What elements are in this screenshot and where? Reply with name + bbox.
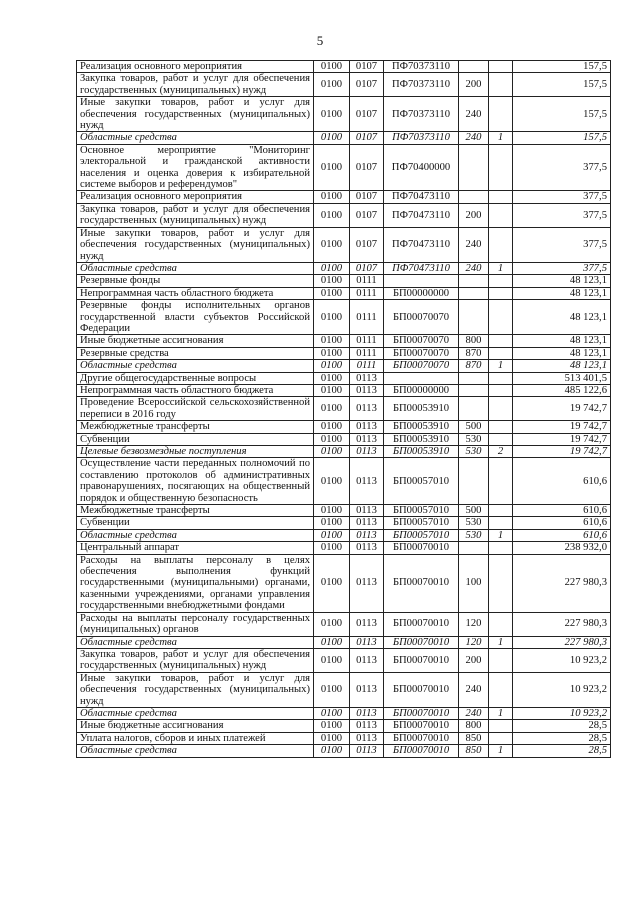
table-row (77, 554, 611, 612)
table-row (77, 275, 611, 287)
row-source-code (489, 458, 513, 505)
row-expense-type: 850 (459, 732, 489, 744)
table-row (77, 458, 611, 505)
row-name: Осуществление части переданных полномочий по составлению протоколов об административных правонарушениях, посягающих на общественный порядок и общественную безопасность (77, 458, 314, 505)
row-name: Расходы на выплаты персоналу в целях обеспечения выполнения функций государственными (муниципальными) органами, казенными учреждениями, органами управления государственными внебюджетными фондами (77, 554, 314, 612)
row-target-article: ПФ70373110 (384, 132, 459, 144)
row-section-code: 0113 (350, 446, 384, 458)
row-chapter-code: 0100 (314, 384, 350, 396)
row-source-code: 1 (489, 745, 513, 757)
row-chapter-code: 0100 (314, 542, 350, 554)
row-chapter-code: 0100 (314, 446, 350, 458)
row-name: Иные закупки товаров, работ и услуг для обеспечения государственных (муниципальных) нужд (77, 97, 314, 132)
table-row (77, 97, 611, 132)
row-expense-type (459, 287, 489, 299)
row-section-code: 0111 (350, 287, 384, 299)
row-source-code (489, 720, 513, 732)
row-target-article: БП00057010 (384, 517, 459, 529)
table-row (77, 132, 611, 144)
table-row (77, 732, 611, 744)
row-target-article: БП00053910 (384, 446, 459, 458)
row-expense-type (459, 542, 489, 554)
row-name: Областные средства (77, 636, 314, 648)
row-name: Областные средства (77, 529, 314, 541)
row-source-code (489, 300, 513, 335)
row-section-code: 0113 (350, 517, 384, 529)
row-name: Проведение Всероссийской сельскохозяйственной переписи в 2016 году (77, 397, 314, 421)
row-expense-type: 120 (459, 636, 489, 648)
row-name: Непрограммная часть областного бюджета (77, 287, 314, 299)
row-name: Областные средства (77, 132, 314, 144)
row-expense-type: 800 (459, 335, 489, 347)
row-chapter-code: 0100 (314, 433, 350, 445)
row-source-code (489, 612, 513, 636)
row-chapter-code: 0100 (314, 360, 350, 372)
row-target-article: БП00057010 (384, 529, 459, 541)
row-section-code: 0113 (350, 707, 384, 719)
row-amount: 10 923,2 (513, 672, 611, 707)
row-chapter-code: 0100 (314, 529, 350, 541)
row-target-article: БП00070010 (384, 648, 459, 672)
row-amount: 157,5 (513, 73, 611, 97)
row-source-code: 1 (489, 529, 513, 541)
row-expense-type: 240 (459, 262, 489, 274)
row-chapter-code: 0100 (314, 458, 350, 505)
row-amount: 227 980,3 (513, 612, 611, 636)
row-section-code: 0107 (350, 73, 384, 97)
row-source-code (489, 433, 513, 445)
table-row (77, 227, 611, 262)
row-source-code: 1 (489, 360, 513, 372)
row-expense-type: 100 (459, 554, 489, 612)
row-expense-type: 200 (459, 203, 489, 227)
row-source-code (489, 335, 513, 347)
row-section-code: 0111 (350, 347, 384, 359)
table-row (77, 262, 611, 274)
row-target-article: ПФ70473110 (384, 227, 459, 262)
row-name: Областные средства (77, 707, 314, 719)
row-target-article: ПФ70373110 (384, 73, 459, 97)
row-amount: 157,5 (513, 132, 611, 144)
row-amount: 227 980,3 (513, 554, 611, 612)
row-target-article: БП00000000 (384, 384, 459, 396)
table-row (77, 707, 611, 719)
row-target-article: ПФ70400000 (384, 144, 459, 191)
row-amount: 28,5 (513, 745, 611, 757)
row-source-code (489, 672, 513, 707)
row-chapter-code: 0100 (314, 636, 350, 648)
row-target-article: БП00070010 (384, 554, 459, 612)
row-expense-type (459, 191, 489, 203)
row-source-code (489, 517, 513, 529)
row-chapter-code: 0100 (314, 203, 350, 227)
row-amount: 48 123,1 (513, 347, 611, 359)
table-row (77, 300, 611, 335)
row-chapter-code: 0100 (314, 554, 350, 612)
row-amount: 19 742,7 (513, 397, 611, 421)
row-expense-type: 120 (459, 612, 489, 636)
row-name: Центральный аппарат (77, 542, 314, 554)
row-section-code: 0107 (350, 203, 384, 227)
row-chapter-code: 0100 (314, 347, 350, 359)
row-expense-type (459, 397, 489, 421)
row-section-code: 0111 (350, 300, 384, 335)
row-source-code (489, 203, 513, 227)
row-name: Уплата налогов, сборов и иных платежей (77, 732, 314, 744)
row-expense-type: 530 (459, 446, 489, 458)
row-chapter-code: 0100 (314, 227, 350, 262)
table-row (77, 203, 611, 227)
row-name: Субвенции (77, 433, 314, 445)
row-chapter-code: 0100 (314, 132, 350, 144)
row-chapter-code: 0100 (314, 505, 350, 517)
row-name: Резервные фонды исполнительных органов государственной власти субъектов Российской Федерации (77, 300, 314, 335)
row-expense-type (459, 144, 489, 191)
row-target-article: БП00000000 (384, 287, 459, 299)
row-section-code: 0113 (350, 542, 384, 554)
row-chapter-code: 0100 (314, 648, 350, 672)
row-chapter-code: 0100 (314, 397, 350, 421)
row-chapter-code: 0100 (314, 287, 350, 299)
row-source-code: 1 (489, 132, 513, 144)
row-expense-type: 850 (459, 745, 489, 757)
row-amount: 238 932,0 (513, 542, 611, 554)
row-source-code (489, 648, 513, 672)
table-row (77, 433, 611, 445)
row-expense-type: 870 (459, 360, 489, 372)
row-source-code (489, 347, 513, 359)
row-expense-type: 530 (459, 433, 489, 445)
row-source-code: 2 (489, 446, 513, 458)
row-section-code: 0107 (350, 262, 384, 274)
row-chapter-code: 0100 (314, 73, 350, 97)
row-target-article (384, 275, 459, 287)
row-amount: 28,5 (513, 732, 611, 744)
row-chapter-code: 0100 (314, 745, 350, 757)
row-amount: 19 742,7 (513, 421, 611, 433)
row-section-code: 0107 (350, 144, 384, 191)
row-section-code: 0113 (350, 612, 384, 636)
row-target-article: БП00053910 (384, 421, 459, 433)
row-chapter-code: 0100 (314, 612, 350, 636)
row-chapter-code: 0100 (314, 372, 350, 384)
table-row (77, 347, 611, 359)
table-row (77, 397, 611, 421)
row-source-code (489, 421, 513, 433)
row-section-code: 0113 (350, 745, 384, 757)
row-name: Другие общегосударственные вопросы (77, 372, 314, 384)
row-section-code: 0113 (350, 554, 384, 612)
row-source-code (489, 73, 513, 97)
row-source-code (489, 144, 513, 191)
row-name: Межбюджетные трансферты (77, 505, 314, 517)
row-name: Закупка товаров, работ и услуг для обеспечения государственных (муниципальных) нужд (77, 648, 314, 672)
row-target-article: БП00070010 (384, 636, 459, 648)
table-row (77, 505, 611, 517)
row-target-article: БП00070010 (384, 707, 459, 719)
table-row (77, 446, 611, 458)
row-amount: 28,5 (513, 720, 611, 732)
row-section-code: 0113 (350, 421, 384, 433)
row-target-article: БП00053910 (384, 433, 459, 445)
row-chapter-code: 0100 (314, 262, 350, 274)
budget-table (76, 60, 611, 758)
row-section-code: 0107 (350, 227, 384, 262)
row-section-code: 0113 (350, 672, 384, 707)
row-amount: 48 123,1 (513, 275, 611, 287)
row-source-code (489, 372, 513, 384)
row-amount: 19 742,7 (513, 446, 611, 458)
row-source-code (489, 384, 513, 396)
row-chapter-code: 0100 (314, 672, 350, 707)
table-row (77, 61, 611, 73)
row-expense-type: 240 (459, 132, 489, 144)
row-chapter-code: 0100 (314, 144, 350, 191)
page-number: 5 (316, 33, 324, 48)
row-amount: 377,5 (513, 203, 611, 227)
row-target-article: БП00070070 (384, 335, 459, 347)
row-section-code: 0113 (350, 720, 384, 732)
table-row (77, 672, 611, 707)
row-target-article: БП00070010 (384, 720, 459, 732)
row-section-code: 0113 (350, 372, 384, 384)
row-expense-type: 200 (459, 73, 489, 97)
row-amount: 19 742,7 (513, 433, 611, 445)
row-name: Иные бюджетные ассигнования (77, 335, 314, 347)
row-source-code (489, 191, 513, 203)
row-expense-type: 530 (459, 529, 489, 541)
row-name: Расходы на выплаты персоналу государственных (муниципальных) органов (77, 612, 314, 636)
table-row (77, 421, 611, 433)
table-row (77, 517, 611, 529)
row-source-code (489, 505, 513, 517)
row-chapter-code: 0100 (314, 275, 350, 287)
row-target-article (384, 372, 459, 384)
row-source-code (489, 275, 513, 287)
row-name: Целевые безвозмездные поступления (77, 446, 314, 458)
row-target-article: БП00070010 (384, 745, 459, 757)
row-expense-type (459, 300, 489, 335)
row-expense-type: 500 (459, 505, 489, 517)
row-source-code (489, 732, 513, 744)
row-amount: 48 123,1 (513, 360, 611, 372)
row-amount: 513 401,5 (513, 372, 611, 384)
row-source-code (489, 397, 513, 421)
row-chapter-code: 0100 (314, 517, 350, 529)
row-expense-type: 200 (459, 648, 489, 672)
row-source-code: 1 (489, 707, 513, 719)
row-source-code (489, 61, 513, 73)
row-source-code (489, 287, 513, 299)
row-expense-type: 240 (459, 97, 489, 132)
row-target-article: БП00057010 (384, 458, 459, 505)
row-amount: 10 923,2 (513, 707, 611, 719)
row-amount: 610,6 (513, 505, 611, 517)
row-target-article: БП00070010 (384, 732, 459, 744)
row-expense-type (459, 61, 489, 73)
row-target-article: ПФ70373110 (384, 97, 459, 132)
row-name: Иные закупки товаров, работ и услуг для обеспечения государственных (муниципальных) нужд (77, 227, 314, 262)
row-chapter-code: 0100 (314, 732, 350, 744)
row-target-article: БП00070010 (384, 672, 459, 707)
row-amount: 610,6 (513, 458, 611, 505)
row-amount: 610,6 (513, 517, 611, 529)
row-name: Резервные фонды (77, 275, 314, 287)
row-target-article: БП00070010 (384, 612, 459, 636)
row-name: Закупка товаров, работ и услуг для обеспечения государственных (муниципальных) нужд (77, 73, 314, 97)
row-chapter-code: 0100 (314, 97, 350, 132)
row-section-code: 0113 (350, 529, 384, 541)
row-chapter-code: 0100 (314, 300, 350, 335)
row-chapter-code: 0100 (314, 191, 350, 203)
row-section-code: 0113 (350, 648, 384, 672)
table-row (77, 720, 611, 732)
row-source-code (489, 97, 513, 132)
table-row (77, 372, 611, 384)
row-name: Областные средства (77, 360, 314, 372)
row-target-article: БП00053910 (384, 397, 459, 421)
row-expense-type (459, 372, 489, 384)
row-section-code: 0107 (350, 132, 384, 144)
row-name: Резервные средства (77, 347, 314, 359)
table-row (77, 648, 611, 672)
row-chapter-code: 0100 (314, 335, 350, 347)
row-expense-type: 240 (459, 227, 489, 262)
row-target-article: ПФ70373110 (384, 61, 459, 73)
row-expense-type (459, 384, 489, 396)
table-row (77, 191, 611, 203)
table-row (77, 144, 611, 191)
row-section-code: 0113 (350, 433, 384, 445)
row-target-article: ПФ70473110 (384, 203, 459, 227)
row-chapter-code: 0100 (314, 421, 350, 433)
table-row (77, 745, 611, 757)
row-source-code (489, 227, 513, 262)
row-amount: 157,5 (513, 61, 611, 73)
row-target-article: БП00070010 (384, 542, 459, 554)
row-section-code: 0113 (350, 505, 384, 517)
row-expense-type: 240 (459, 707, 489, 719)
row-amount: 377,5 (513, 144, 611, 191)
row-name: Иные бюджетные ассигнования (77, 720, 314, 732)
row-amount: 157,5 (513, 97, 611, 132)
row-source-code: 1 (489, 262, 513, 274)
row-name: Закупка товаров, работ и услуг для обеспечения государственных (муниципальных) нужд (77, 203, 314, 227)
row-source-code (489, 542, 513, 554)
row-section-code: 0111 (350, 275, 384, 287)
row-section-code: 0107 (350, 61, 384, 73)
table-row (77, 335, 611, 347)
table-row (77, 636, 611, 648)
row-section-code: 0113 (350, 636, 384, 648)
table-row (77, 287, 611, 299)
row-section-code: 0113 (350, 458, 384, 505)
row-expense-type: 530 (459, 517, 489, 529)
row-amount: 610,6 (513, 529, 611, 541)
row-section-code: 0107 (350, 191, 384, 203)
row-source-code (489, 554, 513, 612)
row-name: Областные средства (77, 262, 314, 274)
row-amount: 377,5 (513, 227, 611, 262)
row-chapter-code: 0100 (314, 707, 350, 719)
row-amount: 48 123,1 (513, 287, 611, 299)
row-expense-type (459, 458, 489, 505)
row-target-article: ПФ70473110 (384, 191, 459, 203)
row-amount: 10 923,2 (513, 648, 611, 672)
table-row (77, 360, 611, 372)
row-name: Межбюджетные трансферты (77, 421, 314, 433)
row-target-article: БП00070070 (384, 347, 459, 359)
row-source-code: 1 (489, 636, 513, 648)
row-target-article: БП00070070 (384, 300, 459, 335)
row-name: Иные закупки товаров, работ и услуг для обеспечения государственных (муниципальных) нужд (77, 672, 314, 707)
row-name: Основное мероприятие "Мониторинг электоральной и гражданской активности населения и оценка доверия к избирательной системе выборов и референдумов" (77, 144, 314, 191)
row-expense-type (459, 275, 489, 287)
row-name: Субвенции (77, 517, 314, 529)
row-name: Областные средства (77, 745, 314, 757)
row-name: Реализация основного мероприятия (77, 191, 314, 203)
row-name: Непрограммная часть областного бюджета (77, 384, 314, 396)
row-section-code: 0113 (350, 384, 384, 396)
row-amount: 48 123,1 (513, 300, 611, 335)
table-row (77, 612, 611, 636)
row-expense-type: 240 (459, 672, 489, 707)
row-expense-type: 500 (459, 421, 489, 433)
table-row (77, 384, 611, 396)
row-section-code: 0111 (350, 360, 384, 372)
row-expense-type: 800 (459, 720, 489, 732)
table-row (77, 542, 611, 554)
row-section-code: 0107 (350, 97, 384, 132)
row-target-article: БП00057010 (384, 505, 459, 517)
row-amount: 227 980,3 (513, 636, 611, 648)
row-amount: 48 123,1 (513, 335, 611, 347)
row-name: Реализация основного мероприятия (77, 61, 314, 73)
row-section-code: 0111 (350, 335, 384, 347)
row-amount: 377,5 (513, 262, 611, 274)
row-amount: 485 122,6 (513, 384, 611, 396)
row-expense-type: 870 (459, 347, 489, 359)
row-section-code: 0113 (350, 732, 384, 744)
row-target-article: БП00070070 (384, 360, 459, 372)
row-target-article: ПФ70473110 (384, 262, 459, 274)
table-row (77, 73, 611, 97)
row-section-code: 0113 (350, 397, 384, 421)
row-chapter-code: 0100 (314, 720, 350, 732)
row-chapter-code: 0100 (314, 61, 350, 73)
row-amount: 377,5 (513, 191, 611, 203)
table-row (77, 529, 611, 541)
